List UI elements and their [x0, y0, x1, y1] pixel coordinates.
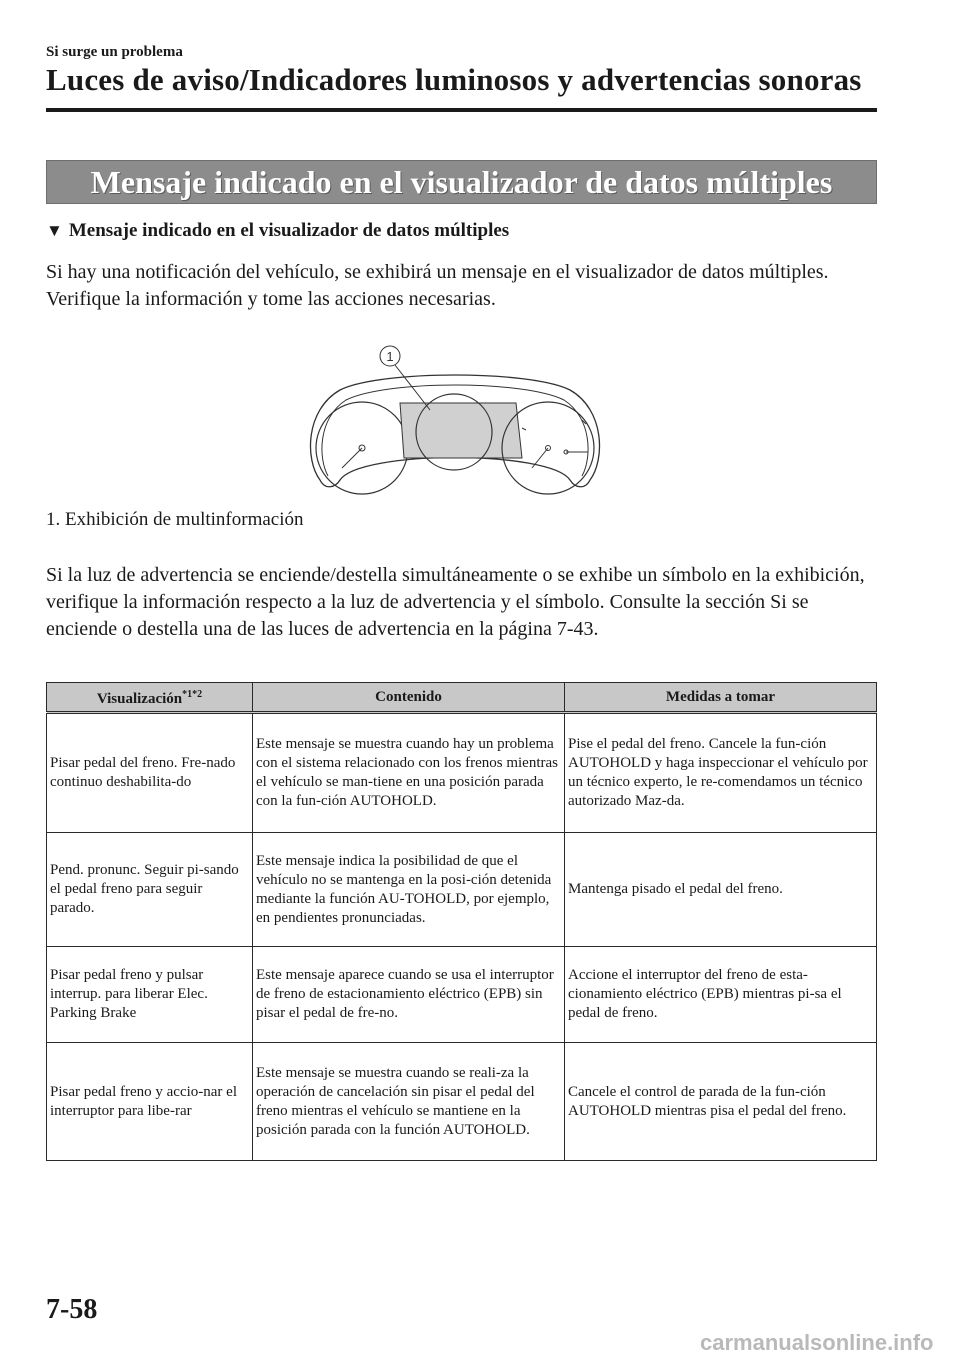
- header-display-text: Visualización: [96, 691, 183, 707]
- table-header-row: [47, 683, 877, 713]
- callout-number: 1: [386, 349, 394, 364]
- cell-content: Este mensaje se muestra cuando se reali-za la operación de cancelación sin pisar el pedal del freno mientras el vehículo se mantiene en la posición parada con la función AUTOHOLD.: [253, 1043, 565, 1161]
- cell-content: Este mensaje se muestra cuando hay un problema con el sistema relacionado con los frenos mientras el vehículo se man-tiene en una posición parada con la fun-ción AUTOHOLD.: [253, 713, 565, 833]
- warning-paragraph: Si la luz de advertencia se enciende/destella simultáneamente o se exhibe un símbolo en la exhibición, verifique la información respecto a la luz de advertencia y el símbolo. Consulte la sección Si se enciende o destella una de las luces de advertencia en la página 7-43.: [46, 564, 865, 640]
- subheading-text: Mensaje indicado en el visualizador de datos múltiples: [68, 220, 510, 241]
- cell-content: Este mensaje indica la posibilidad de que el vehículo no se mantenga en la posi-ción detenida mediante la función AU-TOHOLD, por ejemplo, en pendientes pronunciadas.: [253, 833, 565, 947]
- messages-table: [46, 682, 877, 1161]
- table-row: [47, 833, 877, 947]
- header-rule: [46, 108, 877, 112]
- cell-display: Pisar pedal freno y accio-nar el interruptor para libe-rar: [47, 1043, 253, 1161]
- header-action: Medidas a tomar: [565, 683, 877, 713]
- cell-display: Pend. pronunc. Seguir pi-sando el pedal freno para seguir parado.: [47, 833, 253, 947]
- intro-paragraph: Si hay una notificación del vehículo, se exhibirá un mensaje en el visualizador de datos múltiples. Verifique la información y tome las acciones necesarias.: [46, 261, 829, 310]
- triangle-marker-icon: ▼: [46, 221, 63, 240]
- subheading: [46, 220, 509, 242]
- header-display: [47, 683, 253, 713]
- cell-action: Mantenga pisado el pedal del freno.: [565, 833, 877, 947]
- multi-info-display: [400, 403, 522, 458]
- header-content: Contenido: [253, 683, 565, 713]
- table-row: [47, 947, 877, 1043]
- section-label: Si surge un problema: [46, 44, 183, 60]
- table-row: [47, 713, 877, 833]
- watermark: carmanualsonline.info: [700, 1330, 934, 1355]
- table-row: [47, 1043, 877, 1161]
- cell-action: Accione el interruptor del freno de esta-cionamiento eléctrico (EPB) mientras pi-sa el pedal de freno.: [565, 947, 877, 1043]
- chapter-title: Luces de aviso/Indicadores luminosos y advertencias sonoras: [46, 62, 862, 97]
- figure-caption: 1. Exhibición de multinformación: [46, 509, 304, 530]
- instrument-cluster-illustration: [300, 340, 610, 500]
- cell-content: Este mensaje aparece cuando se usa el interruptor de freno de estacionamiento eléctrico (EPB) sin pisar el pedal de fre-no.: [253, 947, 565, 1043]
- cell-display: Pisar pedal del freno. Fre-nado continuo deshabilita-do: [47, 713, 253, 833]
- header-display-sup: *1*2: [182, 689, 203, 700]
- page-number: 7-58: [46, 1294, 98, 1325]
- section-banner: Mensaje indicado en el visualizador de datos múltiples: [46, 160, 877, 204]
- cell-action: Pise el pedal del freno. Cancele la fun-ción AUTOHOLD y haga inspeccionar el vehículo por un técnico experto, le re-comendamos un técnico autorizado Maz-da.: [565, 713, 877, 833]
- cell-action: Cancele el control de parada de la fun-ción AUTOHOLD mientras pisa el pedal del freno.: [565, 1043, 877, 1161]
- cell-display: Pisar pedal freno y pulsar interrup. para liberar Elec. Parking Brake: [47, 947, 253, 1043]
